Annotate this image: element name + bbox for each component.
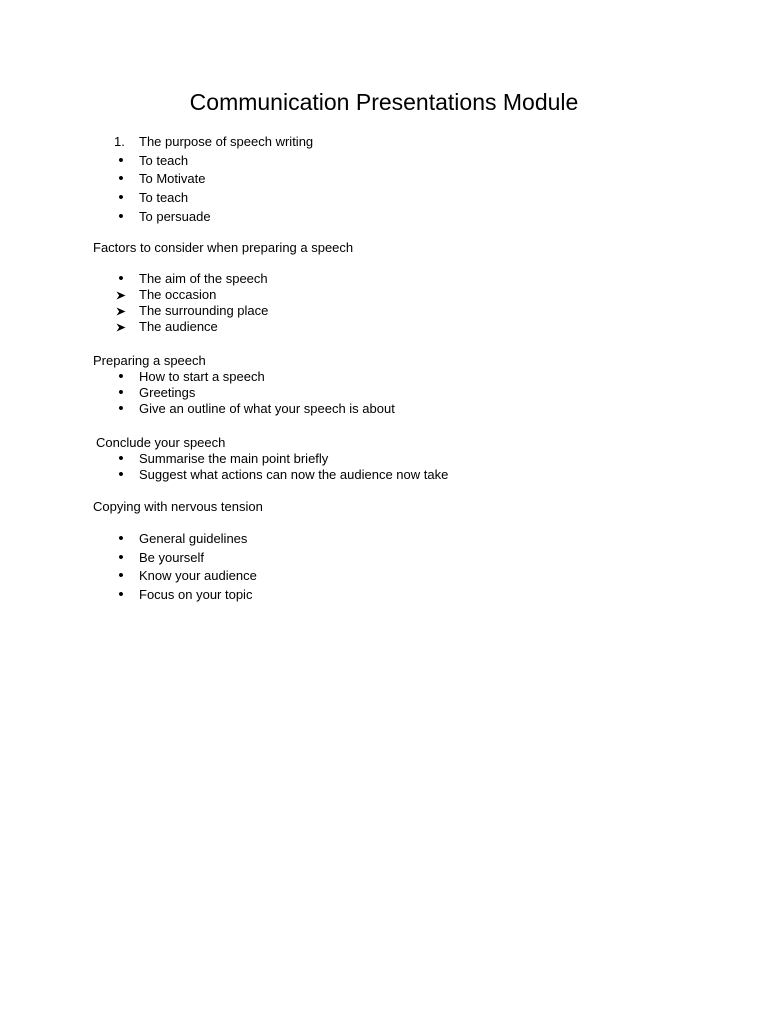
bullet-icon: • [118,152,124,169]
list-item [0,190,768,206]
list-item-text: Summarise the main point briefly [139,451,329,466]
arrow-bullet-icon [110,287,132,300]
list-item-text: To Motivate [139,171,206,186]
list-item [0,385,768,401]
section-heading-preparing: Preparing a speech [93,353,206,368]
list-item-text: Suggest what actions can now the audience now take [139,467,449,482]
list-item-text: General guidelines [139,531,248,546]
numbered-list-item [0,134,768,150]
list-item-text: Focus on your topic [139,587,253,602]
bullet-icon: • [118,189,124,206]
bullet-icon: • [118,450,124,467]
list-item-text: Greetings [139,385,196,400]
bullet-icon: • [118,586,124,603]
list-item-text: The surrounding place [139,303,269,318]
bullet-icon: • [118,400,124,417]
bullet-icon: • [118,466,124,483]
list-item-text: To persuade [139,209,211,224]
bullet-icon: • [118,368,124,385]
list-number: 1. [114,134,125,149]
bullet-icon: • [118,208,124,225]
list-item-text: Know your audience [139,568,257,583]
list-item [0,319,768,335]
bullet-icon: • [118,549,124,566]
arrow-bullet-icon [110,303,132,316]
list-item-text: The purpose of speech writing [139,134,314,149]
list-item [0,451,768,467]
document-title: Communication Presentations Module [189,89,579,115]
list-item [0,153,768,169]
list-item [0,303,768,319]
list-item-text: The aim of the speech [139,271,268,286]
list-item [0,209,768,225]
list-item [0,401,768,417]
bullet-icon: • [118,270,124,287]
list-item [0,171,768,187]
list-item [0,467,768,483]
list-item [0,587,768,603]
list-item-text: To teach [139,190,189,205]
arrow-bullet-icon [110,319,132,332]
list-item [0,550,768,566]
list-item [0,287,768,303]
section-heading-nervous: Copying with nervous tension [93,499,263,514]
list-item-text: Give an outline of what your speech is about [139,401,395,416]
section-heading-factors: Factors to consider when preparing a speech [93,240,354,255]
list-item-text: How to start a speech [139,369,265,384]
list-item [0,271,768,287]
section-heading-conclude: Conclude your speech [96,435,226,450]
list-item [0,369,768,385]
bullet-icon: • [118,384,124,401]
list-item [0,568,768,584]
bullet-icon: • [118,530,124,547]
list-item [0,531,768,547]
bullet-icon: • [118,567,124,584]
list-item-text: Be yourself [139,550,205,565]
list-item-text: To teach [139,153,189,168]
list-item-text: The occasion [139,287,217,302]
list-item-text: The audience [139,319,218,334]
bullet-icon: • [118,170,124,187]
